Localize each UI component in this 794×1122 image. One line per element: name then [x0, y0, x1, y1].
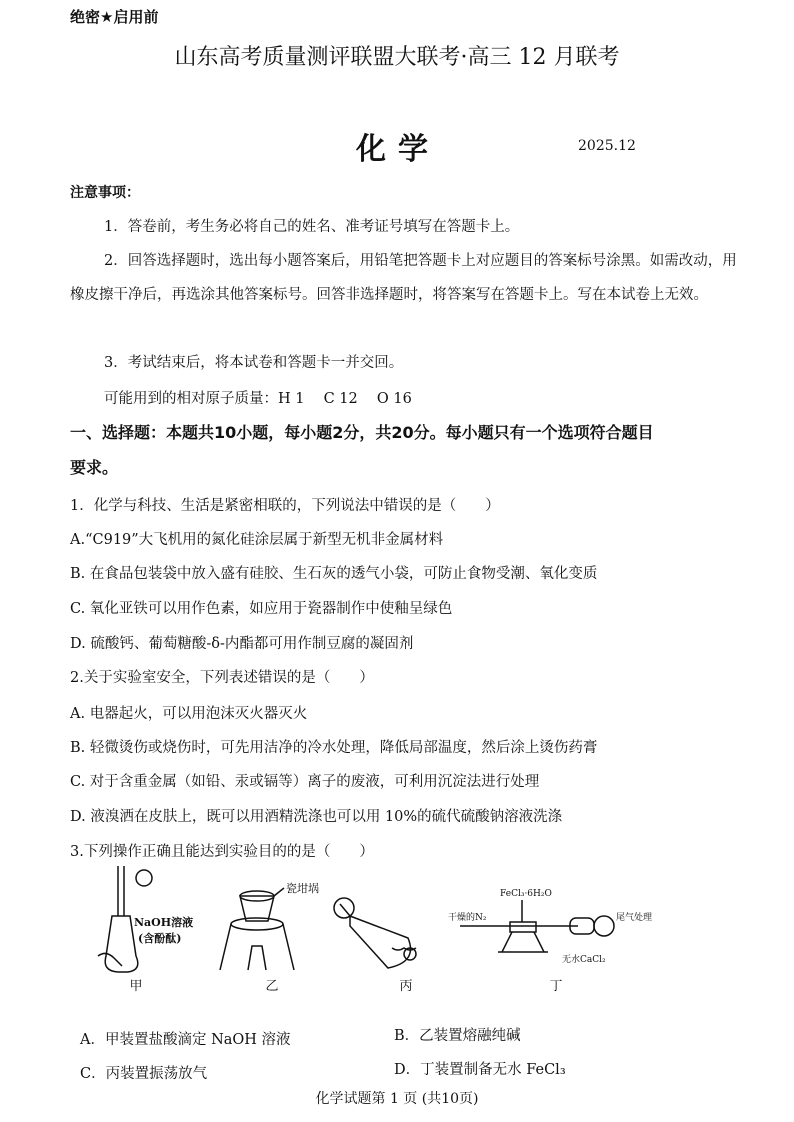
exam-date: 2025.12 — [578, 138, 636, 154]
fig4-reagent-label: FeCl₃·6H₂O — [500, 889, 552, 899]
figure-name: 丁 — [549, 979, 563, 992]
note-item: 2．回答选择题时，选出每小题答案后，用铅笔把答题卡上对应题目的答案标号涂黑。如需改动，用橡皮擦干净后，再选涂其他答案标号。回答非选择题时，将答案写在答题卡上。写在本试卷上无效。 — [70, 253, 737, 303]
question-3-option-d: D．丁装置制备无水 FeCl₃ — [394, 1062, 566, 1078]
figure-name: 甲 — [129, 979, 143, 992]
question-1-option-b: B. 在食品包装袋中放入盛有硅胶、生石灰的透气小袋，可防止食物受潮、氧化变质 — [70, 566, 598, 582]
fig2-label: 瓷坩埚 — [286, 882, 319, 895]
figure-name: 乙 — [265, 979, 279, 992]
note-item: 1．答卷前，考生务必将自己的姓名、准考证号填写在答题卡上。 — [104, 219, 520, 235]
question-2-option-c: C. 对于含重金属（如铅、汞或镉等）离子的废液，可利用沉淀法进行处理 — [70, 774, 540, 790]
question-2-option-d: D. 液溴洒在皮肤上，既可以用酒精洗涤也可以用 10%的硫代硫酸钠溶液洗涤 — [70, 809, 563, 825]
question-1-option-c: C. 氧化亚铁可以用作色素，如应用于瓷器制作中使釉呈绿色 — [70, 601, 453, 617]
fig4-drier-label: 无水CaCl₂ — [562, 955, 606, 965]
section-heading-cont: 要求。 — [70, 458, 119, 477]
subject-title: 化学 — [356, 132, 440, 167]
atomic-masses: 可能用到的相对原子质量：H 1 C 12 O 16 — [104, 391, 412, 407]
figure-name: 丙 — [399, 979, 413, 992]
fig4-tail-label: 尾气处理 — [616, 913, 653, 923]
question-2-option-a: A. 电器起火，可以用泡沫灭火器灭火 — [70, 706, 308, 722]
figure-bing-separatory-funnel — [334, 898, 416, 968]
apparatus-figures — [88, 866, 688, 992]
question-1-option-a: A.“C919”大飞机用的氮化硅涂层属于新型无机非金属材料 — [70, 532, 444, 548]
question-3-stem: 3.下列操作正确且能达到实验目的的是（ ） — [70, 844, 374, 860]
question-1-stem: 1．化学与科技、生活是紧密相联的，下列说法中错误的是（ ） — [70, 498, 500, 514]
question-3-option-a: A．甲装置盐酸滴定 NaOH 溶液 — [80, 1032, 291, 1048]
fig1-label: NaOH溶液 — [134, 916, 194, 929]
confidential-label: 绝密★启用前 — [70, 8, 159, 26]
figure-ding-tube-furnace — [448, 889, 652, 965]
section-heading: 一、选择题：本题共10小题，每小题2分，共20分。每小题只有一个选项符合题目 — [70, 423, 654, 442]
exam-title: 山东高考质量测评联盟大联考·高三 12 月联考 — [174, 45, 620, 70]
figure-jia-burette — [98, 866, 193, 972]
fig1-label2: (含酚酞) — [138, 932, 182, 945]
question-3-option-b: B．乙装置熔融纯碱 — [394, 1028, 521, 1044]
question-2-stem: 2.关于实验室安全，下列表述错误的是（ ） — [70, 670, 374, 686]
question-2-option-b: B. 轻微烫伤或烧伤时，可先用洁净的冷水处理，降低局部温度，然后涂上烫伤药膏 — [70, 740, 598, 756]
notes-heading: 注意事项： — [70, 185, 140, 201]
note-item: 3．考试结束后，将本试卷和答题卡一并交回。 — [104, 355, 404, 371]
question-3-option-c: C．丙装置振荡放气 — [80, 1066, 208, 1082]
figure-yi-crucible — [220, 881, 319, 970]
fig4-gas-label: 干燥的N₂ — [448, 913, 487, 923]
page-footer: 化学试题第 1 页 (共10页) — [315, 1091, 479, 1107]
question-1-option-d: D. 硫酸钙、葡萄糖酸-δ-内酯都可用作制豆腐的凝固剂 — [70, 636, 414, 652]
